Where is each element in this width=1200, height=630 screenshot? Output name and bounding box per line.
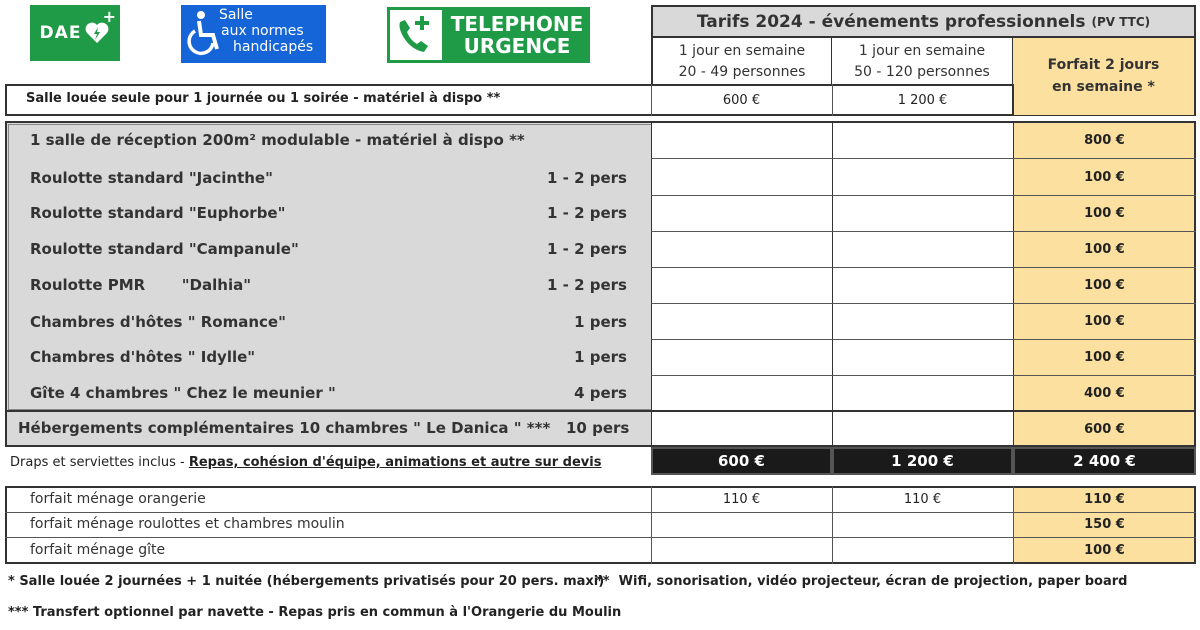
- footnote-2: ** Wifi, sonorisation, vidéo projecteur, écran de projection, paper board: [596, 574, 1128, 589]
- accessibility-text-3: handicapés: [233, 39, 314, 55]
- total-3: 2 400 €: [1013, 447, 1196, 475]
- total-1: 600 €: [651, 447, 832, 475]
- item-label-1: 1 salle de réception 200m² modulable - matériel à dispo **: [30, 131, 525, 149]
- item-label-5: Roulotte PMR "Dalhia": [30, 276, 252, 294]
- accessibility-text-1: Salle: [219, 7, 253, 23]
- phone-text-2: URGENCE: [463, 34, 571, 58]
- item-pers-8: 4 pers: [574, 384, 627, 402]
- totals-note-plain: Draps et serviettes inclus -: [10, 455, 189, 470]
- dae-logo: [30, 5, 120, 61]
- phone-icon: [390, 10, 442, 60]
- item-price-6: 100 €: [1084, 314, 1125, 329]
- phone-text-1: TELEPHONE: [450, 12, 584, 36]
- item-pers-5: 1 - 2 pers: [546, 276, 627, 294]
- footnote-3: *** Transfert optionnel par navette - Repas pris en commun à l'Orangerie du Moulin: [8, 605, 622, 620]
- hebergement-label: Hébergements complémentaires 10 chambres " Le Danica " *** 10 pers: [18, 419, 630, 437]
- plus-icon: +: [102, 7, 116, 26]
- item-price-7: 100 €: [1084, 350, 1125, 365]
- item-label-3: Roulotte standard "Euphorbe": [30, 204, 286, 222]
- cleaning-p3-1: 110 €: [1084, 492, 1125, 507]
- totals-note-link: Repas, cohésion d'équipe, animations et autre sur devis: [188, 455, 602, 470]
- accessibility-logo: [181, 5, 326, 63]
- col2-header-line2: 50 - 120 personnes: [854, 64, 990, 80]
- tariff-title: Tarifs 2024 - événements professionnels: [696, 11, 1086, 32]
- col1-header-line2: 20 - 49 personnes: [678, 64, 806, 80]
- hebergement-price: 600 €: [1084, 422, 1125, 437]
- item-pers-6: 1 pers: [574, 313, 627, 331]
- item-price-4: 100 €: [1084, 242, 1125, 257]
- package-empty-col1: [651, 121, 832, 447]
- salle-price-1: 600 €: [722, 92, 761, 108]
- col3-header: [1013, 38, 1196, 116]
- totals-note: [10, 455, 601, 470]
- item-price-5: 100 €: [1084, 278, 1125, 293]
- item-label-7: Chambres d'hôtes " Idylle": [30, 348, 256, 366]
- col1-header-line1: 1 jour en semaine: [678, 43, 806, 59]
- cleaning-p3-3: 100 €: [1084, 543, 1125, 558]
- salle-price-2: 1 200 €: [897, 92, 948, 108]
- col2-header-line1: 1 jour en semaine: [858, 43, 986, 59]
- item-price-1: 800 €: [1084, 132, 1125, 148]
- emergency-phone-logo: [387, 7, 590, 63]
- package-empty-col2: [832, 121, 1013, 447]
- cleaning-label-1: forfait ménage orangerie: [30, 491, 206, 507]
- dae-text: DAE: [39, 23, 82, 43]
- item-price-8: 400 €: [1084, 385, 1125, 401]
- tariff-title-cell: [651, 5, 1196, 38]
- col3-header-line1: Forfait 2 jours: [1047, 57, 1160, 73]
- cleaning-p1-1: 110 €: [722, 492, 761, 507]
- phone-icon-box: [390, 10, 442, 60]
- cleaning-p3-2: 150 €: [1084, 517, 1125, 532]
- item-pers-4: 1 - 2 pers: [546, 240, 627, 258]
- col1-header: [651, 38, 832, 85]
- item-price-2: 100 €: [1084, 169, 1125, 185]
- item-price-3: 100 €: [1084, 206, 1125, 221]
- cleaning-label-3: forfait ménage gîte: [30, 542, 166, 558]
- item-label-6: Chambres d'hôtes " Romance": [30, 313, 286, 331]
- item-pers-2: 1 - 2 pers: [546, 169, 627, 187]
- total-2: 1 200 €: [832, 447, 1013, 475]
- item-pers-7: 1 pers: [574, 348, 627, 366]
- col2-header: [832, 38, 1013, 85]
- item-label-2: Roulotte standard "Jacinthe": [30, 169, 273, 187]
- cleaning-p2-1: 110 €: [903, 492, 942, 507]
- tariff-title-note: (PV TTC): [1091, 14, 1151, 29]
- item-label-4: Roulotte standard "Campanule": [30, 240, 299, 258]
- salle-label: Salle louée seule pour 1 journée ou 1 soirée - matériel à dispo **: [26, 91, 501, 106]
- item-pers-3: 1 - 2 pers: [546, 204, 627, 222]
- item-label-8: Gîte 4 chambres " Chez le meunier ": [30, 384, 336, 402]
- col3-header-line2: en semaine *: [1052, 79, 1155, 95]
- cleaning-label-2: forfait ménage roulottes et chambres moulin: [30, 516, 345, 532]
- accessibility-text-2: aux normes: [221, 23, 304, 39]
- footnote-1: * Salle louée 2 journées + 1 nuitée (hébergements privatisés pour 20 pers. maxi): [8, 574, 605, 589]
